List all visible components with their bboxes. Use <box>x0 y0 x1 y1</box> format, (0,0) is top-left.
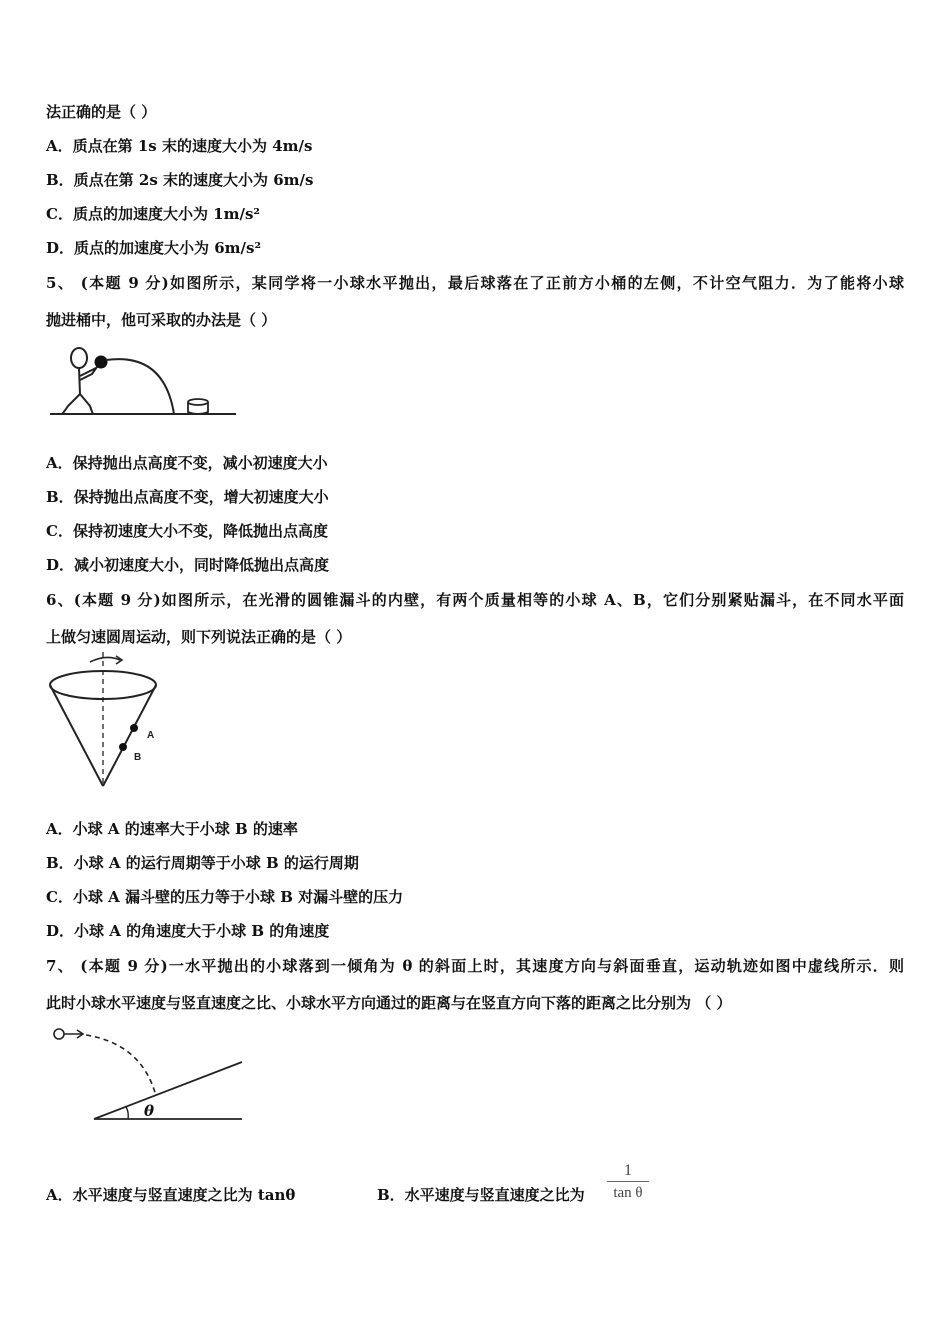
q7-option-b: B．水平速度与竖直速度之比为 <box>377 1186 585 1204</box>
q4-stem-tail: 法正确的是（ ） <box>46 103 157 121</box>
ball <box>95 356 108 369</box>
trajectory <box>86 1035 156 1096</box>
q6-option-d: D．小球 A 的角速度大于小球 B 的角速度 <box>46 922 330 940</box>
ball-b <box>119 743 127 751</box>
q6-cone-figure <box>46 652 170 792</box>
theta-label: θ <box>144 1102 155 1120</box>
q5-option-d: D．减小初速度大小，同时降低抛出点高度 <box>46 556 330 574</box>
q4-option-a: A．质点在第 1s 末的速度大小为 4m/s <box>46 137 313 155</box>
q7-incline-figure <box>46 1024 250 1128</box>
q5-stem-line2: 抛进桶中，他可采取的办法是（ ） <box>46 311 277 329</box>
q7-stem-line1: 7、 (本题 9 分)一水平抛出的小球落到一倾角为 θ 的斜面上时，其速度方向与斜面垂直，运动轨迹如图中虚线所示．则 <box>46 957 904 975</box>
q5-stem-line1: 5、 (本题 9 分)如图所示，某同学将一小球水平抛出，最后球落在了正前方小桶的左侧，不计空气阻力．为了能将小球 <box>46 274 904 292</box>
q4-option-c: C．质点的加速度大小为 1m/s² <box>46 205 260 223</box>
label-a: A <box>147 730 155 741</box>
q6-option-b: B．小球 A 的运行周期等于小球 B 的运行周期 <box>46 854 359 872</box>
q6-stem-line2: 上做匀速圆周运动，则下列说法正确的是（ ） <box>46 628 352 646</box>
q6-option-c: C．小球 A 漏斗壁的压力等于小球 B 对漏斗壁的压力 <box>46 888 404 906</box>
q5-option-b: B．保持抛出点高度不变，增大初速度大小 <box>46 488 329 506</box>
fraction-denominator: tan θ <box>613 1185 643 1201</box>
q5-option-a: A．保持抛出点高度不变，减小初速度大小 <box>46 454 328 472</box>
rotation-arrow-icon <box>90 657 120 662</box>
q6-option-a: A．小球 A 的速率大于小球 B 的速率 <box>46 820 298 838</box>
q7-option-a: A．水平速度与竖直速度之比为 tanθ <box>46 1186 296 1204</box>
label-b: B <box>134 752 142 763</box>
q4-option-b: B．质点在第 2s 末的速度大小为 6m/s <box>46 171 314 189</box>
q5-throw-figure <box>46 340 242 422</box>
fraction-numerator: 1 <box>624 1162 632 1179</box>
q5-option-c: C．保持初速度大小不变，降低抛出点高度 <box>46 522 328 540</box>
ball-a <box>130 724 138 732</box>
q7-option-b-fraction <box>607 1161 649 1204</box>
thrower-head <box>71 348 87 368</box>
q6-stem-line1: 6、(本题 9 分)如图所示，在光滑的圆锥漏斗的内壁，有两个质量相等的小球 A、B，它们分别紧贴漏斗，在不同水平面 <box>46 591 904 609</box>
q4-option-d: D．质点的加速度大小为 6m/s² <box>46 239 262 257</box>
trajectory <box>106 359 174 414</box>
ball <box>54 1029 64 1039</box>
q7-stem-line2: 此时小球水平速度与竖直速度之比、小球水平方向通过的距离与在竖直方向下落的距离之比分别为 （ ） <box>46 994 732 1012</box>
